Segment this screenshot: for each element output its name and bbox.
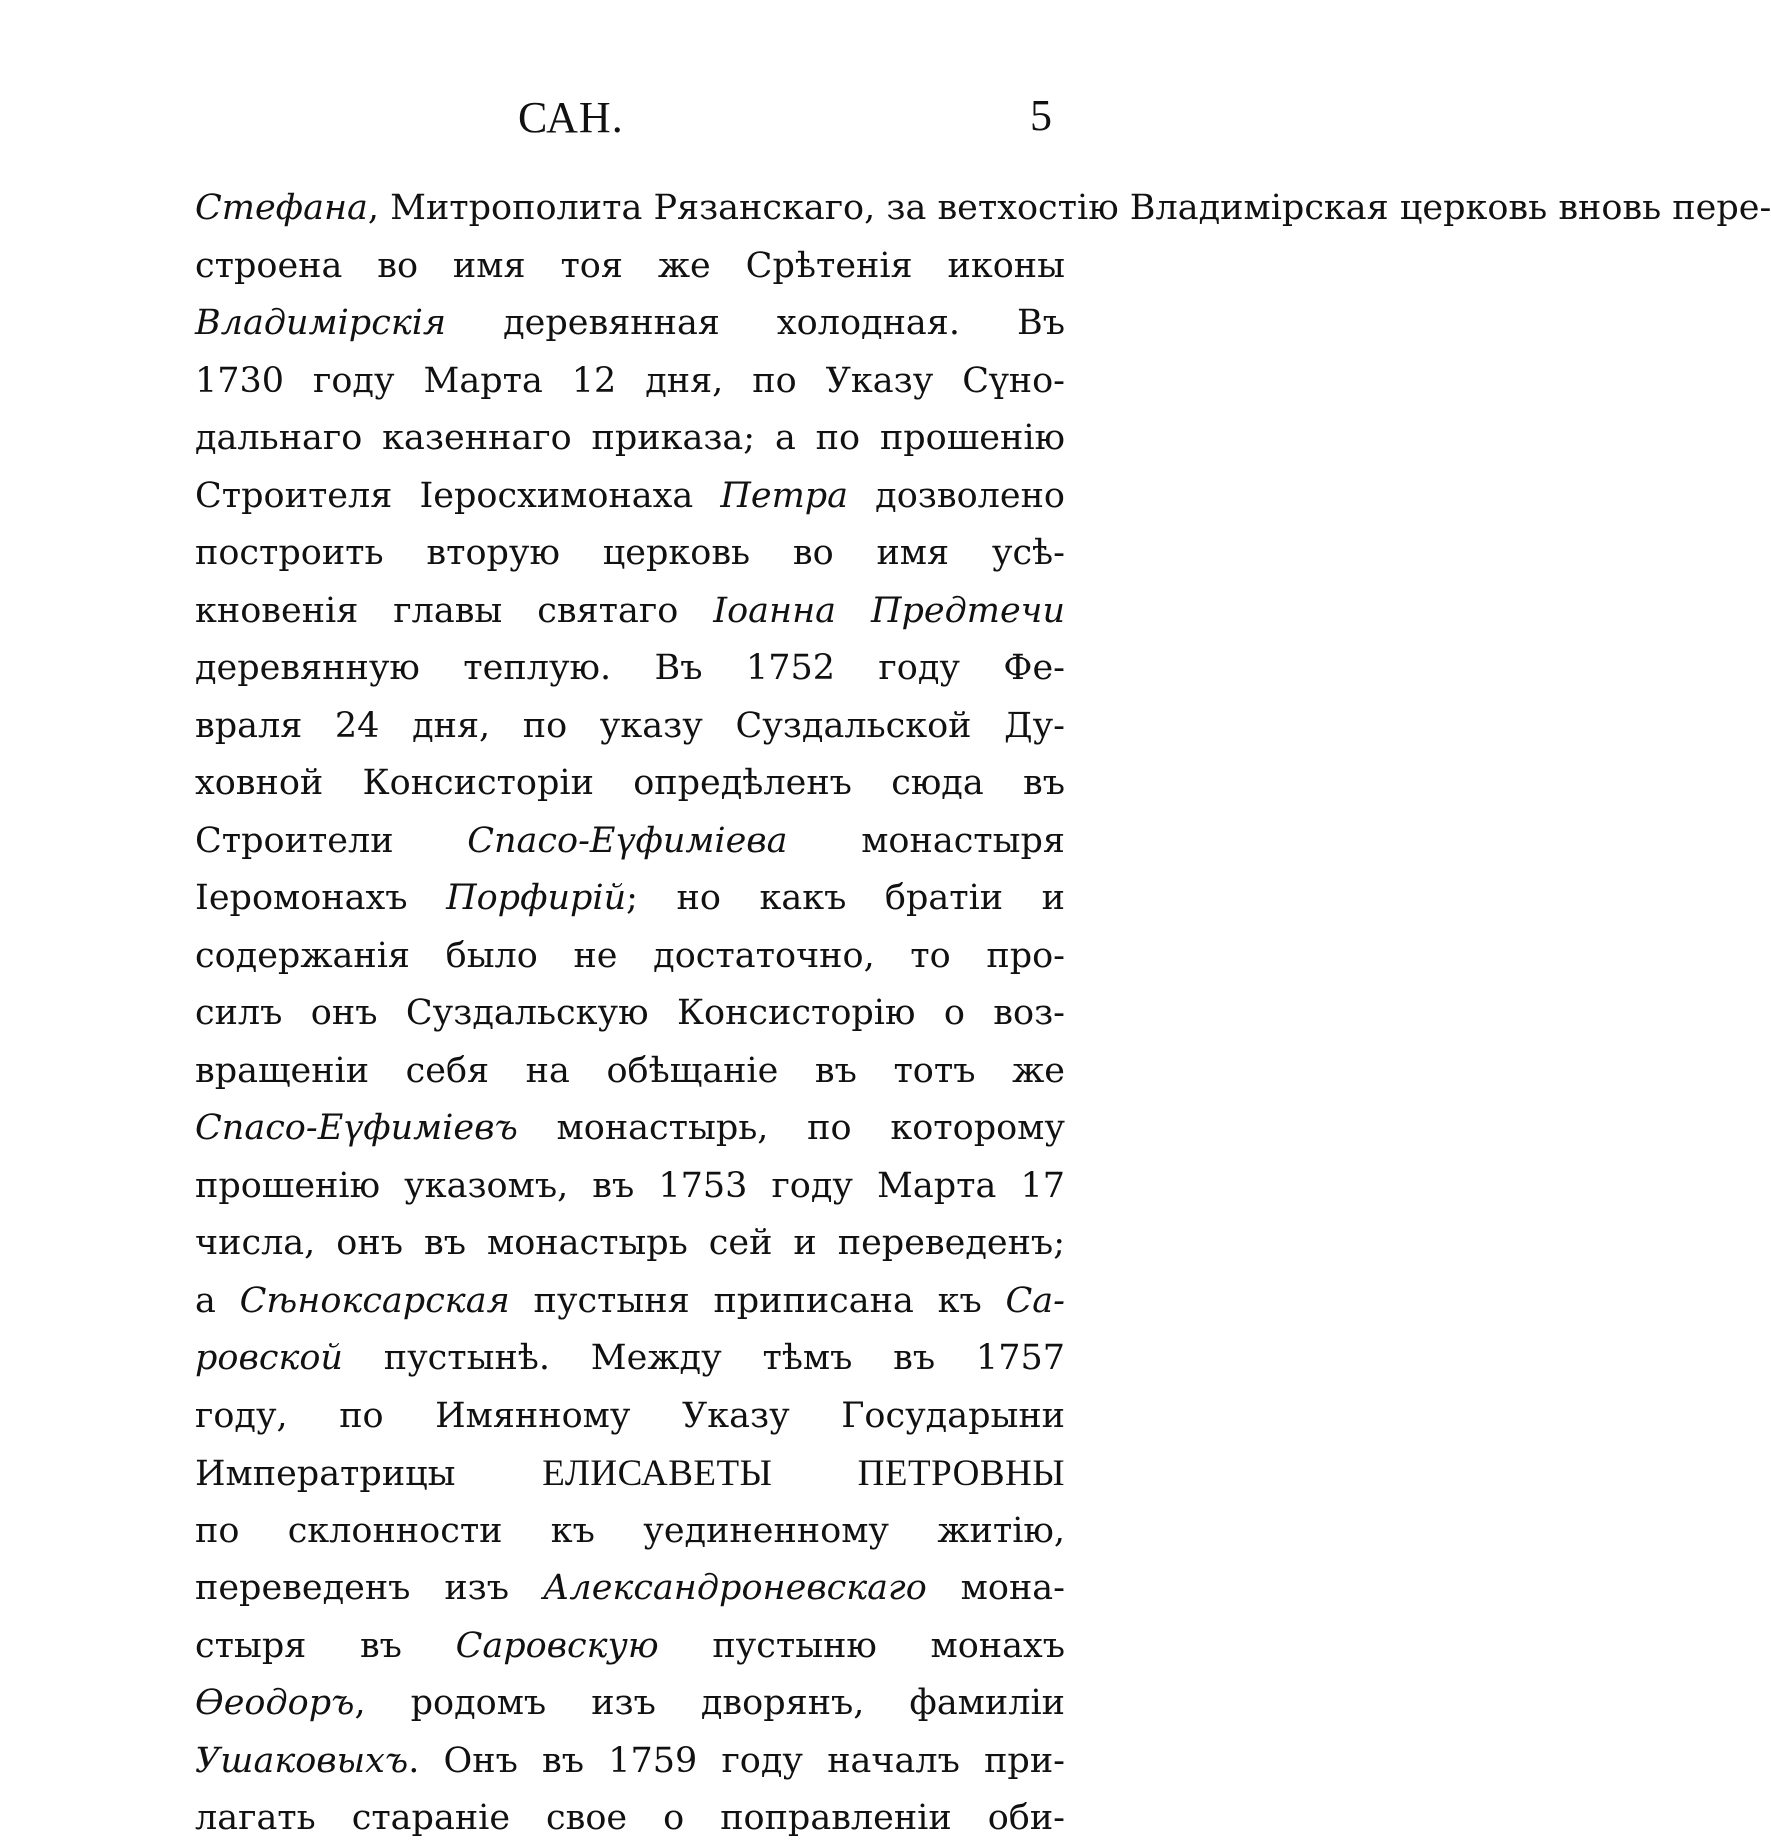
text-line <box>195 813 1065 871</box>
text-line <box>195 295 1065 353</box>
text-line <box>195 238 1065 296</box>
text-run: монастыря <box>787 820 1065 861</box>
text-run: пустыню монахъ <box>658 1625 1065 1666</box>
text-run: стыря въ <box>195 1625 456 1666</box>
text-line <box>195 928 1065 986</box>
caps-name: ЕЛИСАВЕТЫ ПЕТРОВНЫ <box>542 1453 1065 1494</box>
text-line <box>195 525 1065 583</box>
text-run: дозволено <box>848 475 1065 516</box>
text-run: прошенію указомъ, въ 1753 году Марта 17 <box>195 1165 1065 1206</box>
text-run: пустынѣ. Между тѣмъ въ 1757 <box>342 1338 1065 1378</box>
text-run: 1730 году Марта 12 дня, по Указу Сүно- <box>195 360 1065 401</box>
text-run: деревянную теплую. Въ 1752 году Фе- <box>195 648 1065 688</box>
body-text <box>195 180 1771 1848</box>
text-run: , родомъ изъ дворянъ, фамиліи <box>354 1683 1065 1723</box>
text-line <box>195 1618 1065 1676</box>
text-line <box>195 1043 1065 1101</box>
text-line <box>195 1388 1065 1446</box>
italic-name: Стефана <box>195 188 368 228</box>
italic-name: Спасо-Еүфиміева <box>467 820 788 861</box>
text-line <box>195 1273 1065 1331</box>
text-run: числа, онъ въ монастырь сей и переведенъ; <box>195 1223 1065 1263</box>
italic-name: Ушаковыхъ <box>195 1740 409 1781</box>
text-line <box>195 410 1065 468</box>
text-run: пустыня приписана къ <box>509 1280 1006 1321</box>
text-line <box>195 640 1065 698</box>
text-line <box>195 1445 1065 1503</box>
italic-name: Порфирій <box>446 878 627 918</box>
page-number: 5 <box>1030 91 1052 140</box>
text-line <box>195 1675 1065 1733</box>
text-run: построить вторую церковь во имя усѣ- <box>195 533 1065 573</box>
italic-name: Владимірскія <box>195 303 447 343</box>
italic-name: Петра <box>720 475 849 516</box>
text-run: лагать стараніе свое о поправленіи оби- <box>195 1798 1065 1838</box>
italic-name: Іоанна Предтечи <box>713 590 1066 631</box>
text-line <box>195 1733 1065 1791</box>
text-run: году, по Имянному Указу Государыни <box>195 1395 1065 1436</box>
text-run: строена во имя тоя же Срѣтенія иконы <box>195 245 1065 286</box>
text-run: Іеромонахъ <box>195 878 447 918</box>
text-run: . Онъ въ 1759 году началъ при- <box>408 1740 1065 1781</box>
text-run: Строители <box>195 820 468 861</box>
text-run: враля 24 дня, по указу Суздальской Ду- <box>195 705 1065 746</box>
text-run: силъ онъ Суздальскую Консисторію о воз- <box>195 993 1065 1033</box>
italic-name: Спасо-Еүфиміевъ <box>195 1108 518 1148</box>
italic-name: Александроневскаго <box>542 1568 927 1608</box>
italic-name: Саровскую <box>455 1625 659 1666</box>
text-line <box>195 870 1065 928</box>
text-line <box>195 583 1065 641</box>
text-run: вращеніи себя на обѣщаніе въ тотъ же <box>195 1050 1065 1091</box>
text-run: Строителя Іеросхимонаха <box>195 475 721 516</box>
text-line <box>195 1503 1065 1561</box>
text-line <box>195 755 1065 813</box>
text-line <box>195 180 1771 238</box>
text-line <box>195 985 1065 1043</box>
text-line <box>195 468 1065 526</box>
text-run: , Митрополита Рязанскаго, за ветхостію Владимірская церковь вновь пере- <box>367 188 1771 228</box>
text-run: дальнаго казеннаго приказа; а по прошенію <box>195 418 1065 458</box>
text-run: по склонности къ уединенному житію, <box>195 1510 1065 1551</box>
text-line <box>195 353 1065 411</box>
text-run: монастырь, по которому <box>517 1108 1065 1148</box>
text-run: переведенъ изъ <box>195 1568 543 1608</box>
text-line <box>195 1158 1065 1216</box>
text-run: мона- <box>926 1568 1065 1608</box>
running-head: САН. <box>518 93 624 142</box>
text-run: Императрицы <box>195 1454 543 1494</box>
text-run: ховной Консисторіи опредѣленъ сюда въ <box>195 763 1065 803</box>
text-line <box>195 1330 1065 1388</box>
italic-name: Сѣноксарская <box>239 1280 510 1321</box>
italic-name: Са- <box>1005 1280 1065 1321</box>
text-line <box>195 698 1065 756</box>
italic-name: ровской <box>195 1338 343 1378</box>
text-line <box>195 1100 1065 1158</box>
italic-name: Өеодоръ <box>195 1683 355 1723</box>
text-run: ; но какъ братіи и <box>626 878 1066 918</box>
text-line <box>195 1790 1065 1848</box>
text-run: деревянная холодная. Въ <box>446 303 1065 343</box>
text-run: а <box>195 1280 240 1321</box>
text-line <box>195 1215 1065 1273</box>
text-run: содержанія было не достаточно, то про- <box>195 935 1065 976</box>
text-run: кновенія главы святаго <box>195 590 714 631</box>
text-line <box>195 1560 1065 1618</box>
